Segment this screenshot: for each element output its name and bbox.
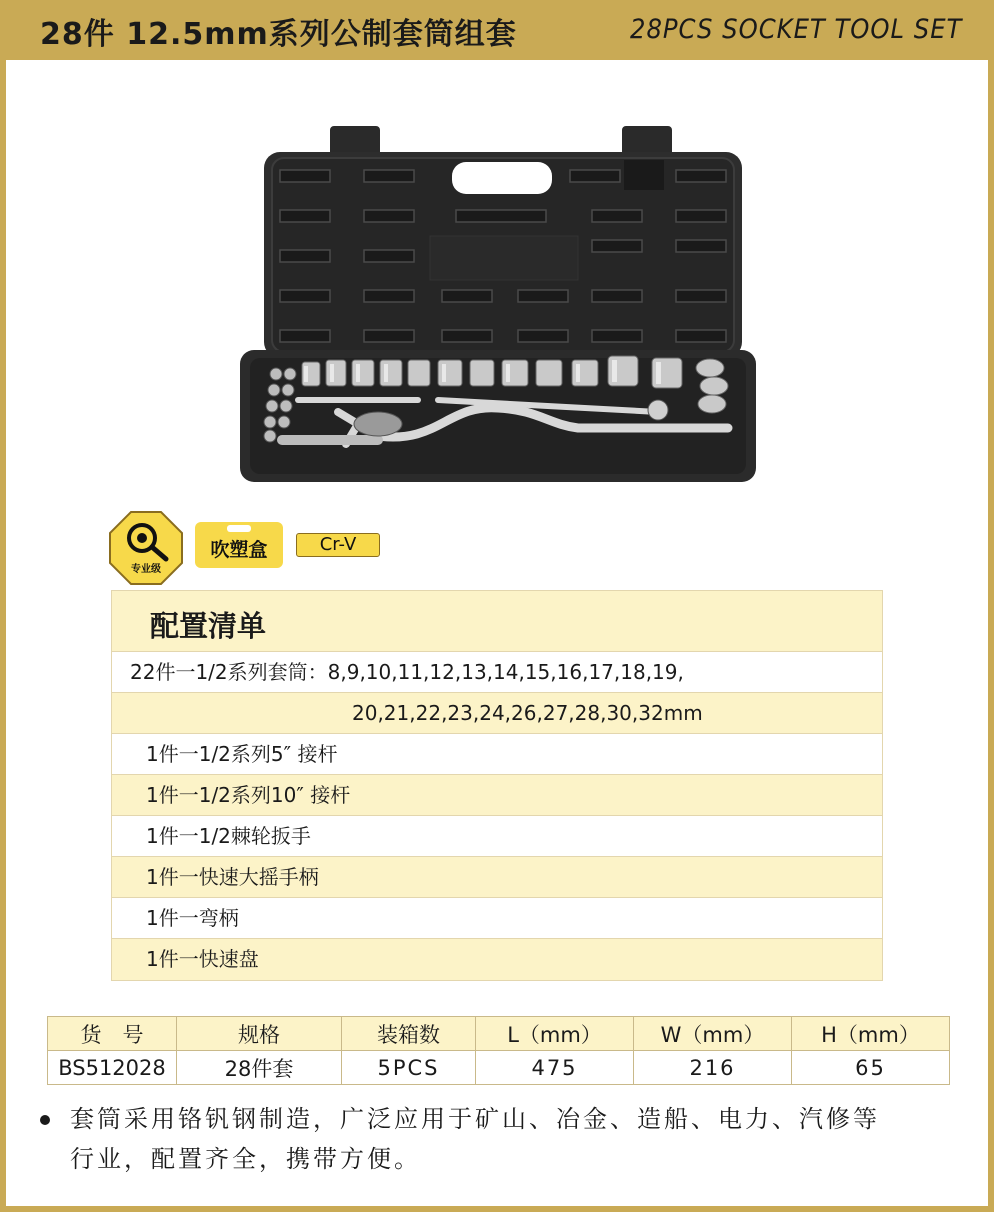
header-height: H（mm） [792, 1017, 950, 1051]
professional-grade-badge [108, 510, 184, 586]
list-item: 1件一快速大摇手柄 [112, 857, 882, 898]
cell-length: 475 [476, 1051, 634, 1085]
blow-mold-case-badge [195, 522, 283, 568]
badge-hanger-hole [227, 525, 251, 532]
header-spec: 规格 [177, 1017, 342, 1051]
page-header [0, 0, 994, 60]
spec-header-row [48, 1017, 950, 1051]
cell-height: 65 [792, 1051, 950, 1085]
list-item: 1件一1/2系列10″ 接杆 [112, 775, 882, 816]
bullet-icon [40, 1115, 50, 1125]
product-image [238, 124, 758, 484]
material-badge: Cr-V [296, 533, 380, 557]
header-item-no: 货 号 [48, 1017, 177, 1051]
header-carton-qty: 装箱数 [342, 1017, 476, 1051]
professional-grade-label: 专业级 [131, 564, 161, 575]
configuration-title-row [112, 591, 882, 652]
list-item: 1件一1/2棘轮扳手 [112, 816, 882, 857]
blow-mold-case-label: 吹塑盒 [210, 539, 268, 561]
description-line-1: 套筒采用铬钒钢制造，广泛应用于矿山、冶金、造船、电力、汽修等 [70, 1105, 880, 1133]
list-item: 22件一1/2系列套筒：8,9,10,11,12,13,14,15,16,17,18,19, [112, 652, 882, 693]
title-english: 28PCS SOCKET TOOL SET [630, 14, 963, 45]
header-length: L（mm） [476, 1017, 634, 1051]
title-chinese: 28件 12.5mm系列公制套筒组套 [40, 17, 517, 52]
cell-carton-qty: 5PCS [342, 1051, 476, 1085]
table-row [48, 1051, 950, 1085]
list-item: 1件一快速盘 [112, 939, 882, 980]
cell-spec: 28件套 [177, 1051, 342, 1085]
configuration-list [111, 590, 883, 981]
spec-table [47, 1016, 950, 1085]
description-line-2: 行业，配置齐全，携带方便。 [70, 1145, 421, 1173]
list-item: 1件一1/2系列5″ 接杆 [112, 734, 882, 775]
configuration-title: 配置清单 [150, 609, 267, 643]
list-item: 20,21,22,23,24,26,27,28,30,32mm [112, 693, 882, 734]
header-width: W（mm） [634, 1017, 792, 1051]
cell-width: 216 [634, 1051, 792, 1085]
cell-item-no: BS512028 [48, 1051, 177, 1085]
list-item: 1件一弯柄 [112, 898, 882, 939]
